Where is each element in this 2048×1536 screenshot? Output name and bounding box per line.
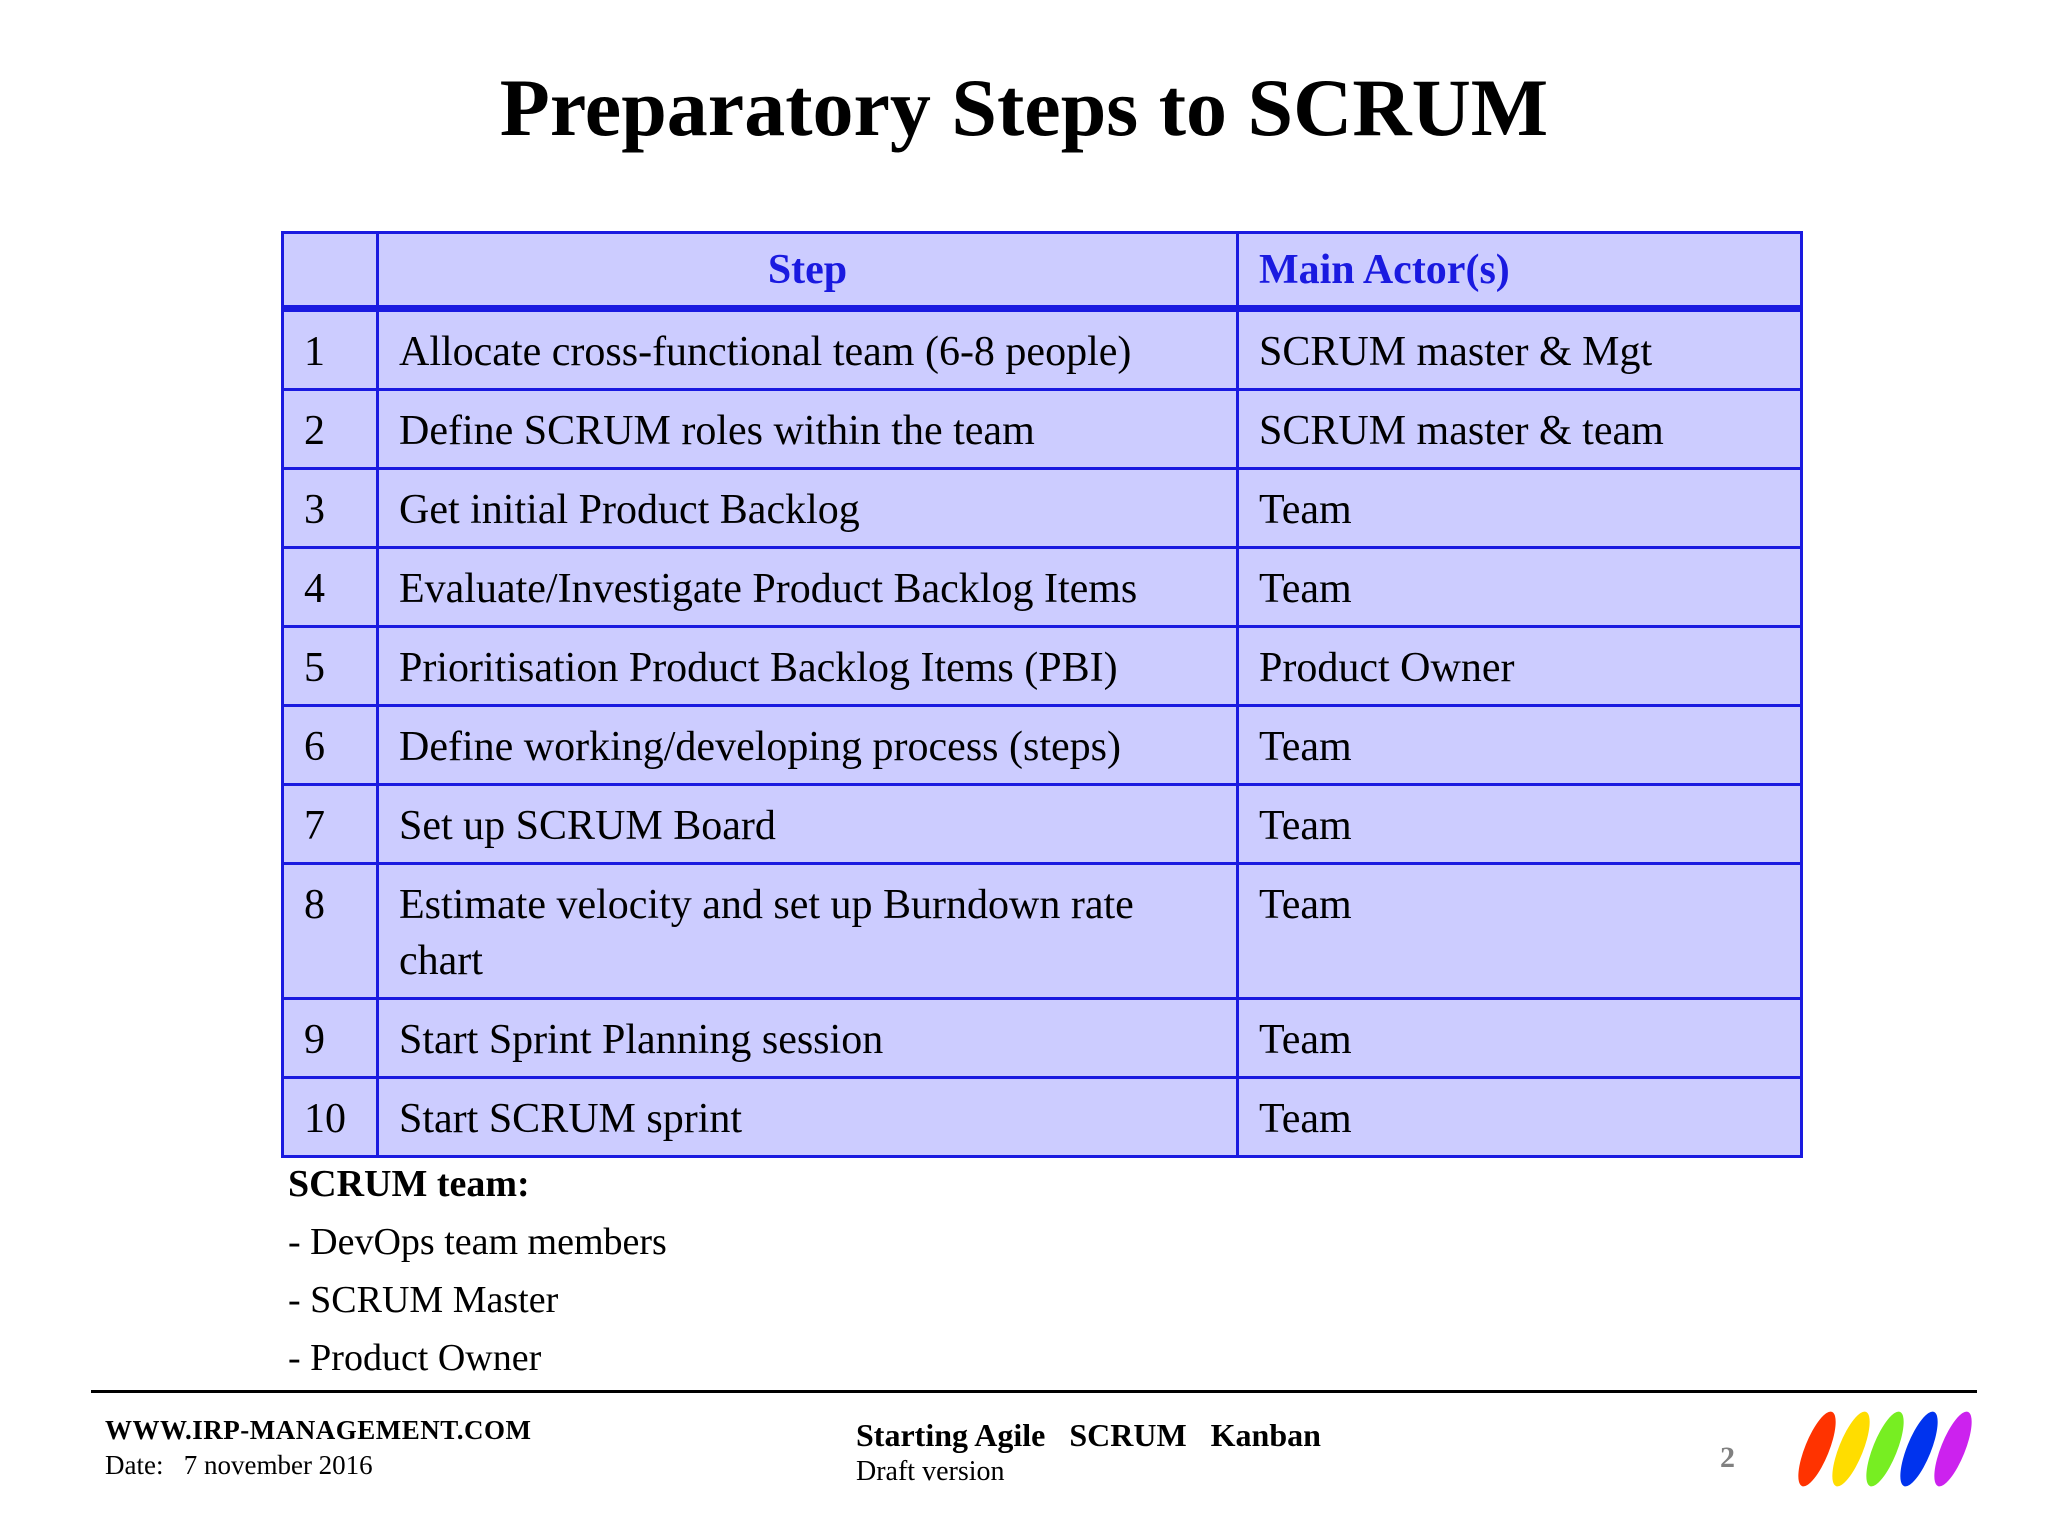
step-actor: Team xyxy=(1238,469,1802,548)
footer-divider xyxy=(91,1390,1977,1393)
step-description: Set up SCRUM Board xyxy=(378,785,1238,864)
step-description: Get initial Product Backlog xyxy=(378,469,1238,548)
page-number: 2 xyxy=(1720,1441,1735,1474)
table-row xyxy=(283,390,1802,469)
table-row xyxy=(283,785,1802,864)
table-header-row xyxy=(283,233,1802,309)
footer-website: WWW.IRP-MANAGEMENT.COM xyxy=(105,1415,532,1445)
step-number: 5 xyxy=(283,627,378,706)
step-number: 8 xyxy=(283,864,378,999)
step-actor: Team xyxy=(1238,706,1802,785)
table-row xyxy=(283,999,1802,1078)
irp-logo-icon xyxy=(1795,1408,1975,1490)
step-number: 2 xyxy=(283,390,378,469)
scrum-team-item: - SCRUM Master xyxy=(288,1279,559,1321)
table-row xyxy=(283,627,1802,706)
step-actor: Team xyxy=(1238,1078,1802,1157)
scrum-team-heading: SCRUM team: xyxy=(288,1163,530,1205)
step-actor: Product Owner xyxy=(1238,627,1802,706)
scrum-team-item: - Product Owner xyxy=(288,1337,542,1379)
table-row xyxy=(283,706,1802,785)
table-row xyxy=(283,309,1802,390)
step-description: Allocate cross-functional team (6-8 people) xyxy=(378,309,1238,390)
step-number: 3 xyxy=(283,469,378,548)
scrum-team-item: - DevOps team members xyxy=(288,1221,667,1263)
step-number: 7 xyxy=(283,785,378,864)
header-number xyxy=(283,233,378,309)
step-actor: Team xyxy=(1238,548,1802,627)
header-step: Step xyxy=(378,233,1238,309)
step-description: Start Sprint Planning session xyxy=(378,999,1238,1078)
slide-title: Preparatory Steps to SCRUM xyxy=(499,62,1549,153)
step-description: Prioritisation Product Backlog Items (PBI) xyxy=(378,627,1238,706)
step-actor: Team xyxy=(1238,999,1802,1078)
table-row xyxy=(283,1078,1802,1157)
table-row xyxy=(283,469,1802,548)
footer-date: Date: 7 november 2016 xyxy=(105,1450,373,1480)
scrum-team-notes xyxy=(288,1155,667,1387)
step-description: Define SCRUM roles within the team xyxy=(378,390,1238,469)
step-number: 10 xyxy=(283,1078,378,1157)
step-description: Estimate velocity and set up Burndown rate chart xyxy=(378,864,1238,999)
step-number: 4 xyxy=(283,548,378,627)
step-description: Start SCRUM sprint xyxy=(378,1078,1238,1157)
step-actor: Team xyxy=(1238,785,1802,864)
table-row xyxy=(283,548,1802,627)
footer-course-title: Starting Agile SCRUM Kanban xyxy=(856,1417,1321,1453)
step-number: 9 xyxy=(283,999,378,1078)
steps-table xyxy=(281,231,1803,1158)
step-actor: SCRUM master & team xyxy=(1238,390,1802,469)
footer-version: Draft version xyxy=(856,1456,1005,1487)
step-actor: Team xyxy=(1238,864,1802,999)
table-row xyxy=(283,864,1802,999)
step-description: Define working/developing process (steps) xyxy=(378,706,1238,785)
step-number: 1 xyxy=(283,309,378,390)
step-actor: SCRUM master & Mgt xyxy=(1238,309,1802,390)
header-main-actors: Main Actor(s) xyxy=(1238,233,1802,309)
step-number: 6 xyxy=(283,706,378,785)
step-description: Evaluate/Investigate Product Backlog Items xyxy=(378,548,1238,627)
